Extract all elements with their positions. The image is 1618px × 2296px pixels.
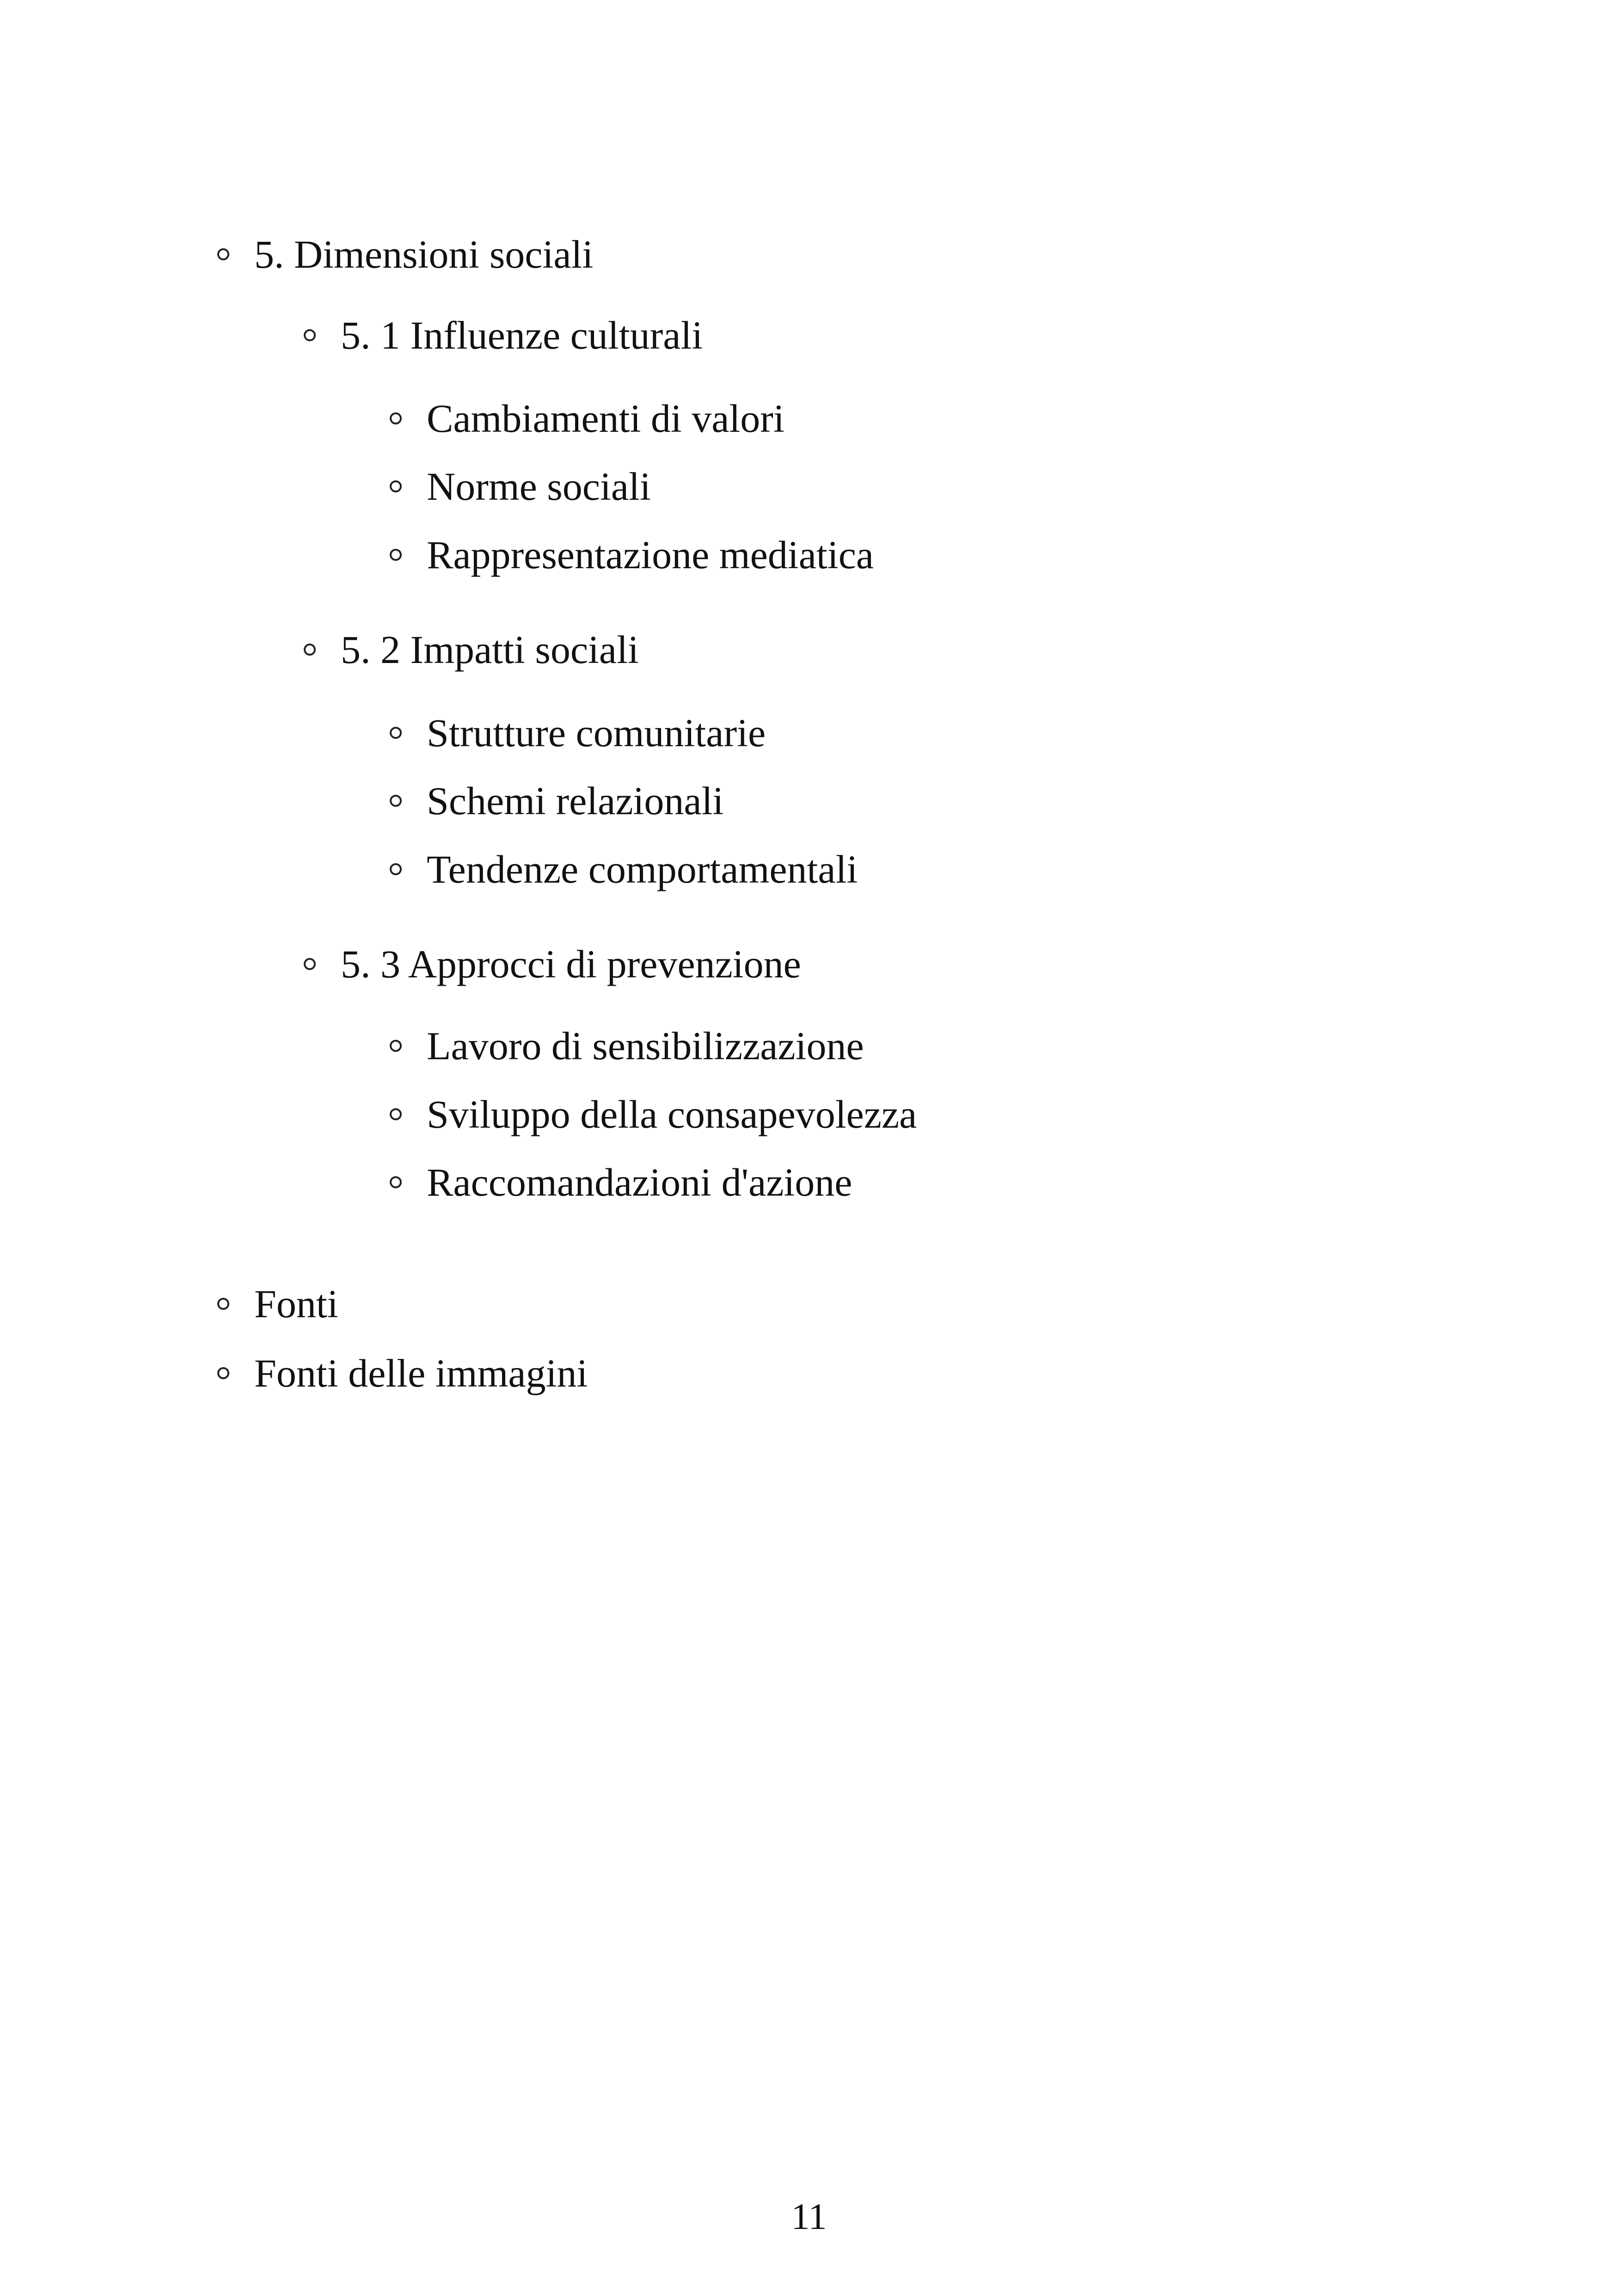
toc-entry-norme-sociali bbox=[390, 461, 651, 512]
toc-entry-cambiamenti-di-valori bbox=[390, 393, 784, 444]
hollow-circle-bullet-icon bbox=[390, 1040, 402, 1052]
toc-entry-fonti bbox=[217, 1278, 338, 1329]
toc-entry-schemi-relazionali bbox=[390, 775, 723, 826]
hollow-circle-bullet-icon bbox=[390, 549, 402, 561]
toc-entry-impatti-sociali bbox=[304, 624, 639, 675]
toc-entry-dimensioni-sociali bbox=[217, 229, 593, 280]
toc-entry-label: Schemi relazionali bbox=[427, 779, 724, 823]
hollow-circle-bullet-icon bbox=[217, 1298, 229, 1310]
hollow-circle-bullet-icon bbox=[390, 863, 402, 875]
hollow-circle-bullet-icon bbox=[390, 1176, 402, 1188]
hollow-circle-bullet-icon bbox=[304, 329, 316, 341]
toc-entry-influenze-culturali bbox=[304, 310, 703, 361]
toc-entry-approcci-di-prevenzione bbox=[304, 939, 801, 989]
toc-entry-label: 5. Dimensioni sociali bbox=[254, 232, 594, 276]
toc-entry-label: Raccomandazioni d'azione bbox=[427, 1160, 852, 1204]
toc-entry-rappresentazione-mediatica bbox=[390, 529, 874, 580]
hollow-circle-bullet-icon bbox=[304, 958, 316, 970]
toc-entry-label: 5. 1 Influenze culturali bbox=[341, 313, 703, 357]
toc-entry-label: Sviluppo della consapevolezza bbox=[427, 1092, 917, 1136]
toc-entry-label: Norme sociali bbox=[427, 464, 651, 509]
toc-entry-label: Fonti delle immagini bbox=[254, 1351, 588, 1395]
hollow-circle-bullet-icon bbox=[390, 1108, 402, 1120]
toc-entry-lavoro-di-sensibilizzazione bbox=[390, 1020, 864, 1071]
toc-entry-raccomandazioni-azione bbox=[390, 1157, 852, 1208]
toc-entry-sviluppo-della-consapevolezza bbox=[390, 1089, 917, 1140]
toc-entry-label: Tendenze comportamentali bbox=[427, 847, 858, 891]
toc-entry-tendenze-comportamentali bbox=[390, 844, 858, 895]
toc-entry-strutture-comunitarie bbox=[390, 707, 766, 758]
hollow-circle-bullet-icon bbox=[304, 644, 316, 656]
toc-entry-label: 5. 2 Impatti sociali bbox=[341, 627, 639, 672]
page-number: 11 bbox=[791, 2197, 827, 2237]
hollow-circle-bullet-icon bbox=[390, 412, 402, 424]
hollow-circle-bullet-icon bbox=[390, 727, 402, 739]
hollow-circle-bullet-icon bbox=[390, 795, 402, 807]
toc-entry-label: Strutture comunitarie bbox=[427, 711, 766, 755]
toc-entry-fonti-delle-immagini bbox=[217, 1348, 588, 1399]
toc-entry-label: Fonti bbox=[254, 1282, 338, 1326]
toc-entry-label: 5. 3 Approcci di prevenzione bbox=[341, 942, 801, 986]
hollow-circle-bullet-icon bbox=[217, 248, 229, 260]
hollow-circle-bullet-icon bbox=[390, 480, 402, 492]
hollow-circle-bullet-icon bbox=[217, 1367, 229, 1379]
toc-entry-label: Rappresentazione mediatica bbox=[427, 533, 874, 577]
toc-entry-label: Cambiamenti di valori bbox=[427, 396, 784, 441]
toc-entry-label: Lavoro di sensibilizzazione bbox=[427, 1024, 864, 1068]
